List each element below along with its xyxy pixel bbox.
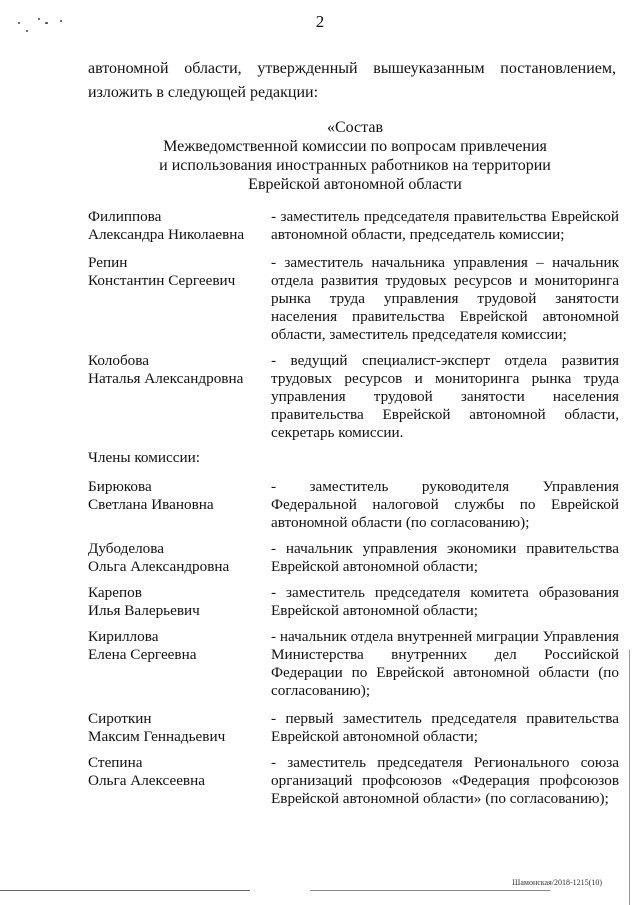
member-name — [88, 584, 268, 620]
member-surname: Дубоделова — [88, 540, 164, 557]
member-role: - заместитель председателя комитета образования Еврейской автономной области; — [271, 584, 619, 619]
member-name — [88, 254, 268, 290]
scan-edge-line — [0, 890, 250, 891]
member-role: - заместитель председателя Регионального союза организаций профсоюзов «Федерация профсоюзов Еврейской автономной области» (по согласованию); — [271, 754, 619, 807]
member-given-name: Александра Николаевна — [88, 226, 245, 243]
member-role: - заместитель начальника управления – начальник отдела развития трудовых ресурсов и мониторинга рынка труда управления трудовой занятости населения правительства Еврейской автономной области, заместитель председателя комиссии; — [271, 254, 619, 343]
title-line-2: Межведомственной комиссии по вопросам привлечения — [163, 138, 547, 155]
member-role: - первый заместитель председателя правительства Еврейской автономной области; — [271, 710, 619, 745]
member-surname: Степина — [88, 754, 143, 771]
member-surname: Филиппова — [88, 208, 162, 225]
member-name — [88, 710, 268, 746]
scan-edge-line — [310, 890, 550, 891]
member-given-name: Светлана Ивановна — [88, 496, 214, 513]
member-surname: Кириллова — [88, 628, 159, 645]
title-line-3: и использования иностранных работников на территории — [159, 157, 551, 174]
document-code: Шамонская/2018-1215(10) — [512, 878, 602, 887]
member-name — [88, 540, 268, 576]
members-heading: Члены комиссии: — [88, 449, 200, 466]
member-given-name: Елена Сергеевна — [88, 646, 197, 663]
member-role: - заместитель руководителя Управления Федеральной налоговой службы по Еврейской автономной области (по согласованию); — [271, 478, 619, 531]
member-role: - ведущий специалист-эксперт отдела развития трудовых ресурсов и мониторинга рынка труда управления трудовой занятости населения правительства Еврейской автономной области, секретарь комиссии. — [271, 352, 619, 441]
member-surname: Колобова — [88, 352, 149, 369]
member-name — [88, 208, 268, 244]
member-given-name: Наталья Александровна — [88, 370, 244, 387]
member-name — [88, 754, 268, 790]
member-surname: Репин — [88, 254, 128, 271]
composition-title — [90, 118, 620, 194]
member-surname: Сироткин — [88, 710, 152, 727]
member-role: - начальник управления экономики правительства Еврейской автономной области; — [271, 540, 619, 575]
member-given-name: Ольга Алексеевна — [88, 772, 205, 789]
title-line-1: «Состав — [326, 119, 383, 136]
page-number: 2 — [315, 12, 325, 31]
intro-line-1: автономной области, утвержденный вышеуказанным постановлением, — [88, 60, 616, 77]
member-given-name: Константин Сергеевич — [88, 272, 236, 289]
member-surname: Бирюкова — [88, 478, 152, 495]
member-role: - заместитель председателя правительства Еврейской автономной области, председатель комиссии; — [271, 208, 619, 243]
member-given-name: Илья Валерьевич — [88, 602, 200, 619]
member-name — [88, 628, 268, 664]
intro-line-2: изложить в следующей редакции: — [88, 84, 319, 101]
scan-edge-line — [629, 650, 630, 905]
member-name — [88, 478, 268, 514]
title-line-4: Еврейской автономной области — [248, 176, 462, 193]
member-given-name: Ольга Александровна — [88, 558, 230, 575]
member-given-name: Максим Геннадьевич — [88, 728, 226, 745]
member-name — [88, 352, 268, 388]
member-surname: Карепов — [88, 584, 142, 601]
member-role: - начальник отдела внутренней миграции Управления Министерства внутренних дел Российской Федерации по Еврейской автономной области (по согласованию); — [271, 628, 619, 699]
